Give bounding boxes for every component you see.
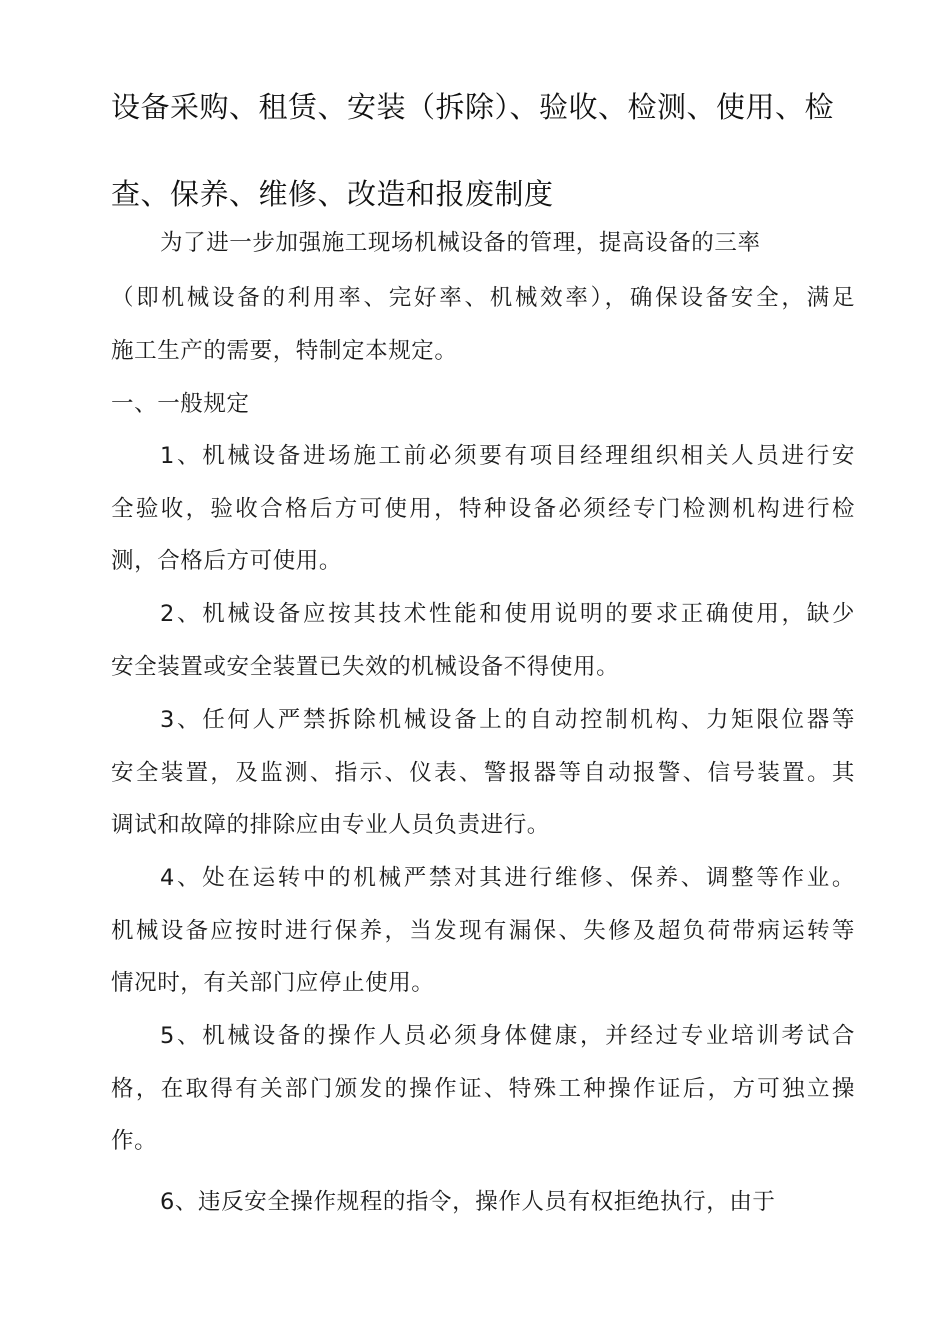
rule-line: 测，合格后方可使用。 — [111, 548, 343, 574]
rule-line: 4、处在运转中的机械严禁对其进行维修、保养、调整等作业。 — [160, 865, 855, 891]
rule-line: 作。 — [111, 1128, 158, 1154]
rule-line: 6、违反安全操作规程的指令，操作人员有权拒绝执行，由于 — [160, 1189, 776, 1215]
rule-line: 机械设备应按时进行保养，当发现有漏保、失修及超负荷带病运转等 — [111, 918, 855, 944]
rule-line: 安全装置，及监测、指示、仪表、警报器等自动报警、信号装置。其 — [111, 760, 855, 786]
document-title-line-2: 查、保养、维修、改造和报废制度 — [111, 177, 554, 211]
rule-line: 1、机械设备进场施工前必须要有项目经理组织相关人员进行安 — [160, 443, 855, 469]
rule-line: 5、机械设备的操作人员必须身体健康，并经过专业培训考试合 — [160, 1023, 855, 1049]
rule-line: 格，在取得有关部门颁发的操作证、特殊工种操作证后，方可独立操 — [111, 1076, 855, 1102]
rule-line: 安全装置或安全装置已失效的机械设备不得使用。 — [111, 654, 620, 680]
intro-line: 施工生产的需要，特制定本规定。 — [111, 338, 458, 364]
intro-line: （即机械设备的利用率、完好率、机械效率），确保设备安全，满足 — [111, 285, 855, 311]
rule-line: 全验收，验收合格后方可使用，特种设备必须经专门检测机构进行检 — [111, 496, 855, 522]
rule-line: 2、机械设备应按其技术性能和使用说明的要求正确使用，缺少 — [160, 601, 855, 627]
intro-line: 为了进一步加强施工现场机械设备的管理，提高设备的三率 — [160, 230, 761, 256]
section-heading: 一、一般规定 — [111, 391, 250, 417]
rule-line: 3、任何人严禁拆除机械设备上的自动控制机构、力矩限位器等 — [160, 707, 855, 733]
rule-line: 调试和故障的排除应由专业人员负责进行。 — [111, 812, 550, 838]
document-title-line-1: 设备采购、租赁、安装（拆除）、验收、检测、使用、检 — [111, 90, 835, 124]
rule-line: 情况时，有关部门应停止使用。 — [111, 970, 435, 996]
